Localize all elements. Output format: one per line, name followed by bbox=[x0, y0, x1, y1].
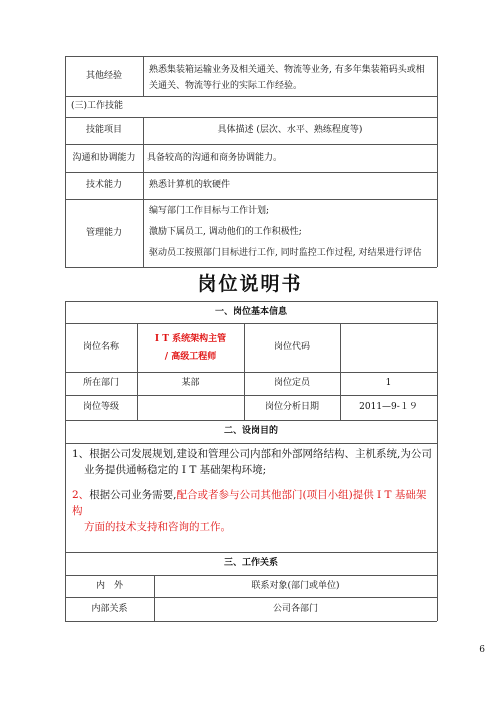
inside-outside-header: 内 外 bbox=[95, 580, 123, 591]
purpose-item-2-part-1: 根据公司业务需要, bbox=[89, 489, 177, 501]
section-purpose: 二、设岗目的 bbox=[223, 426, 278, 436]
internal-relations-label: 内部关系 bbox=[91, 603, 128, 614]
document-title: 岗位说明书 bbox=[197, 273, 303, 295]
skill-item-header: 技能项目 bbox=[85, 125, 122, 135]
purpose-item-1 bbox=[72, 446, 434, 478]
management-line-3: 驱动员工按照部门目标进行工作, 同时监控工作过程, 对结果进行评估 bbox=[149, 248, 422, 258]
other-experience-line-1: 熟悉集装箱运输业务及相关通关、物流等业务, 有多年集装箱码头或相 bbox=[149, 65, 425, 75]
section-work-skills: (三)工作技能 bbox=[71, 101, 124, 111]
communication-label: 沟通和协调能力 bbox=[72, 152, 136, 163]
management-desc bbox=[149, 199, 437, 267]
level-value bbox=[137, 395, 244, 420]
technical-label: 技术能力 bbox=[85, 180, 122, 190]
other-experience-label: 其他经验 bbox=[85, 70, 122, 81]
level-label: 岗位等级 bbox=[82, 402, 119, 412]
internal-relations-value: 公司各部门 bbox=[272, 603, 318, 614]
skill-desc-header: 具体描述 (层次、水平、熟练程度等) bbox=[217, 125, 363, 135]
contact-header: 联系对象(部门或单位) bbox=[251, 580, 340, 591]
purpose-item-2 bbox=[72, 487, 434, 535]
position-code-value bbox=[340, 323, 437, 372]
management-label: 管理能力 bbox=[85, 227, 122, 238]
purpose-item-1-line-1: 根据公司发展规划,建设和管理公司内部和外部网络结构、主机系统,为公司 bbox=[89, 448, 432, 460]
technical-desc: 熟悉计算机的软硬件 bbox=[149, 180, 231, 190]
section-basic-info: 一、岗位基本信息 bbox=[214, 306, 287, 317]
department-value: 某部 bbox=[181, 378, 200, 388]
purpose-item-2-number: 2、 bbox=[72, 489, 90, 501]
analysis-date-value: 2011—9-１９ bbox=[359, 402, 418, 412]
page-number: 6 bbox=[479, 645, 485, 655]
quota-label: 岗位定员 bbox=[273, 378, 310, 388]
purpose-item-1-line-2: 业务提供通畅稳定的 I T 基础架构环境; bbox=[84, 464, 267, 476]
other-experience-desc bbox=[149, 58, 435, 96]
purpose-item-2-line-2: 方面的技术支持和咨询的工作。 bbox=[84, 521, 231, 533]
analysis-date-label: 岗位分析日期 bbox=[264, 402, 319, 412]
department-label: 所在部门 bbox=[82, 378, 119, 388]
other-experience-line-2: 关通关、物流等行业的实际工作经验。 bbox=[149, 81, 303, 91]
position-name-line-2: / 高级工程师 bbox=[164, 352, 217, 362]
position-name-line-1: I T 系统架构主管 bbox=[154, 334, 227, 344]
position-name-label: 岗位名称 bbox=[82, 342, 119, 352]
purpose-item-2-part-2: 配合或者参与公司其他部门(项目小组)提供 I T 基础架构 bbox=[72, 489, 427, 517]
management-line-1: 编写部门工作目标与工作计划; bbox=[149, 206, 270, 216]
communication-desc: 具备较高的沟通和商务协调能力。 bbox=[147, 152, 283, 163]
position-code-label: 岗位代码 bbox=[273, 342, 310, 352]
position-name-value bbox=[137, 323, 244, 372]
section-relations: 三、工作关系 bbox=[223, 558, 278, 568]
purpose-item-1-number: 1、 bbox=[72, 448, 90, 460]
quota-value: 1 bbox=[385, 378, 392, 388]
management-line-2: 激励下属员工, 调动他们的工作积极性; bbox=[149, 227, 302, 237]
